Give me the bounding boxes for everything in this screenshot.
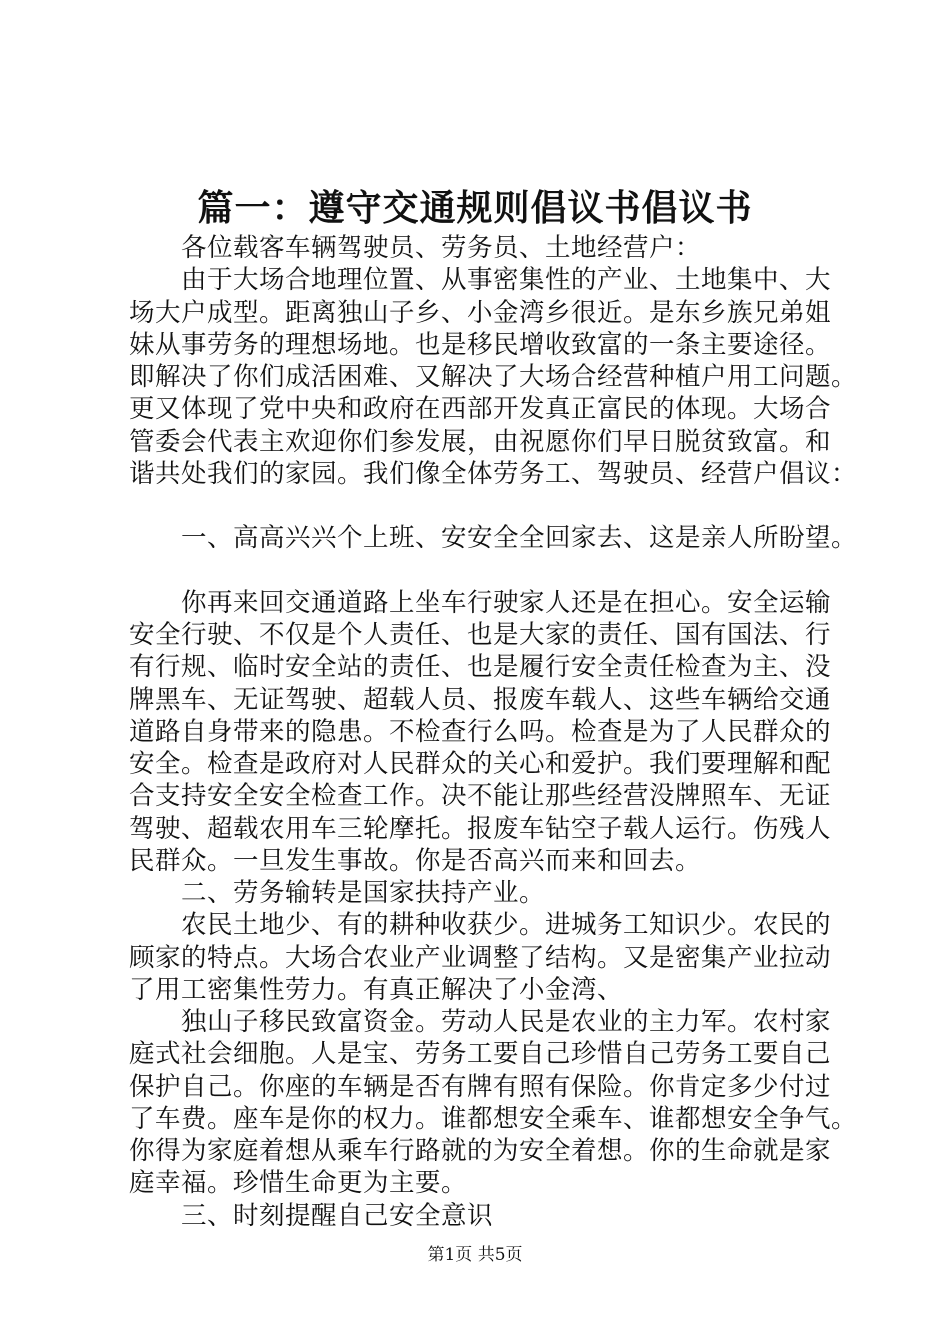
text-line: 场大户成型。距离独山子乡、小金湾乡很近。是东乡族兄弟姐 [129,297,832,328]
text-line: 庭式社会细胞。人是宝、劳务工要自己珍惜自己劳务工要自己 [129,1039,832,1070]
text-line: 安全。检查是政府对人民群众的关心和爱护。我们要理解和配 [129,749,832,779]
text-line: 牌黑车、无证驾驶、超载人员、报废车载人、这些车辆给交通 [129,684,832,715]
text-line: 了车费。座车是你的权力。谁都想安全乘车、谁都想安全争气。 [129,1103,858,1134]
text-line: 顾家的特点。大场合农业产业调整了结构。又是密集产业拉动 [129,942,832,973]
document-body [129,232,858,1232]
text-line: 道路自身带来的隐患。不检查行么吗。检查是为了人民群众的 [129,716,832,747]
text-line: 管委会代表主欢迎你们参发展，由祝愿你们早日脱贫致富。和 [129,426,832,457]
text-line: 更又体现了党中央和政府在西部开发真正富民的体现。大场合 [129,394,832,425]
text-line: 了用工密集性劳力。有真正解决了小金湾、 [129,974,624,1005]
text-line: 独山子移民致富资金。劳动人民是农业的主力军。农村家 [181,1007,832,1037]
text-line: 妹从事劳务的理想场地。也是移民增收致富的一条主要途径。 [129,329,832,360]
text-line: 合支持安全安全检查工作。决不能让那些经营没牌照车、无证 [129,781,832,812]
blank-line [129,555,849,587]
text-line: 庭幸福。珍惜生命更为主要。 [129,1168,468,1199]
text-line: 你再来回交通道路上坐车行驶家人还是在担心。安全运输 [181,587,832,618]
text-line: 三、时刻提醒自己安全意识 [181,1200,494,1231]
text-line: 一、高高兴兴个上班、安安全全回家去、这是亲人所盼望。 [181,523,858,554]
text-line: 有行规、临时安全站的责任、也是履行安全责任检查为主、没 [129,652,832,683]
text-line: 你得为家庭着想从乘车行路就的为安全着想。你的生命就是家 [129,1136,832,1166]
page-number-footer: 第1页 共5页 [427,1245,523,1265]
text-line: 保护自己。你座的车辆是否有牌有照有保险。你肯定多少付过 [129,1071,832,1102]
blank-line [129,490,849,522]
text-line: 二、劳务输转是国家扶持产业。 [181,878,546,908]
text-line: 农民土地少、有的耕种收获少。进城务工知识少。农民的 [181,910,832,941]
text-line: 安全行驶、不仅是个人责任、也是大家的责任、国有国法、行 [129,620,832,650]
text-line: 谐共处我们的家园。我们像全体劳务工、驾驶员、经营户倡议： [129,458,858,489]
document-title: 篇一：遵守交通规则倡议书倡议书 [197,187,753,229]
text-line: 民群众。一旦发生事故。你是否高兴而来和回去。 [129,845,702,876]
text-line: 由于大场合地理位置、从事密集性的产业、土地集中、大 [181,265,832,296]
text-line: 驾驶、超载农用车三轮摩托。报废车钻空子载人运行。伤残人 [129,813,832,844]
text-line: 各位载客车辆驾驶员、劳务员、土地经营户： [181,233,702,263]
text-line: 即解决了你们成活困难、又解决了大场合经营种植户用工问题。 [129,362,858,392]
